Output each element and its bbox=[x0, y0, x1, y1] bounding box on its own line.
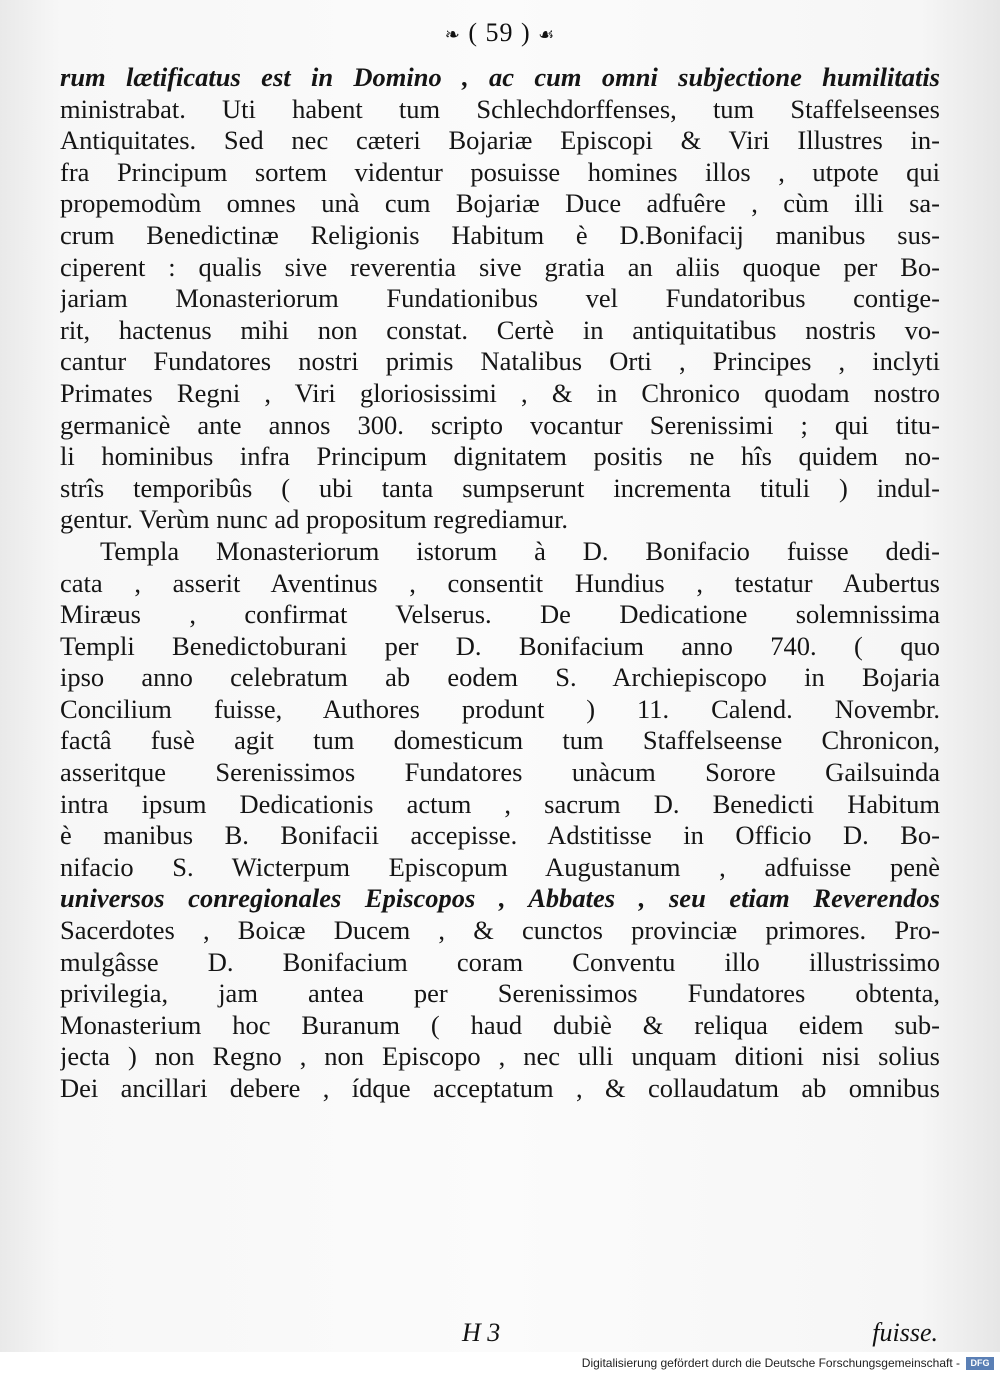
text-line: germanicè ante annos 300. scripto vocantur Serenissimi ; qui titu- bbox=[60, 409, 940, 440]
text-line: Templi Benedictoburani per D. Bonifacium anno 740. ( quo bbox=[60, 630, 940, 661]
text-line: rit, hactenus mihi non constat. Certè in antiquitatibus nostris vo- bbox=[60, 314, 940, 345]
text-line: Dei ancillari debere , ídque acceptatum , & collaudatum ab omnibus bbox=[60, 1073, 940, 1103]
text-line: asseritque Serenissimos Fundatores unàcum Sorore Gailsuinda bbox=[60, 757, 940, 788]
text-line: Primates Regni , Viri gloriosissimi , & in Chronico quodam nostro bbox=[60, 377, 940, 408]
text-line: strîs temporibûs ( ubi tanta sumpserunt incrementa tituli ) indul- bbox=[60, 472, 940, 503]
text-line: è manibus B. Bonifacii accepisse. Adstitisse in Officio D. Bo- bbox=[60, 820, 940, 851]
dfg-logo-icon: DFG bbox=[966, 1357, 994, 1370]
signature-mark: H 3 bbox=[462, 1318, 501, 1347]
text-line: mulgâsse D. Bonifacium coram Conventu illo illustrissimo bbox=[60, 946, 940, 977]
text-line: li hominibus infra Principum dignitatem positis ne hîs quidem no- bbox=[60, 441, 940, 472]
ornament-left-icon: ❧ bbox=[444, 24, 461, 45]
text-line: privilegia, jam antea per Serenissimos Fundatores obtenta, bbox=[60, 978, 940, 1009]
text-line: jecta ) non Regno , non Episcopo , nec ulli unquam ditioni nisi solius bbox=[60, 1041, 940, 1072]
text-line: Sacerdotes , Boicæ Ducem , & cunctos provinciæ primores. Pro- bbox=[60, 915, 940, 946]
page-header bbox=[0, 18, 1000, 48]
text-line: Monasterium hoc Buranum ( haud dubiè & reliqua eidem sub- bbox=[60, 1009, 940, 1040]
credit-text: Digitalisierung gefördert durch die Deutsche Forschungsgemeinschaft - bbox=[581, 1356, 960, 1370]
text-line: Miræus , confirmat Velserus. De Dedicatione solemnissima bbox=[60, 599, 940, 630]
text-line: Antiquitates. Sed nec cæteri Bojariæ Episcopi & Viri Illustres in- bbox=[60, 125, 940, 156]
text-line: ipso anno celebratum ab eodem S. Archiepiscopo in Bojaria bbox=[60, 662, 940, 693]
text-line: rum lætificatus est in Domino , ac cum omni subjectione humilitatis bbox=[60, 62, 940, 92]
catchword: fuisse. bbox=[872, 1318, 938, 1347]
credit-bar bbox=[0, 1352, 1000, 1375]
text-line: cantur Fundatores nostri primis Natalibus Orti , Principes , inclyti bbox=[60, 346, 940, 377]
text-line: fra Principum sortem videntur posuisse homines illos , utpote qui bbox=[60, 156, 940, 187]
text-line: universos conregionales Episcopos , Abbates , seu etiam Reverendos bbox=[60, 883, 940, 914]
text-line: cata , asserit Aventinus , consentit Hundius , testatur Aubertus bbox=[60, 567, 940, 598]
text-line: nifacio S. Wicterpum Episcopum Augustanum , adfuisse penè bbox=[60, 851, 940, 882]
text-line: factâ fusè agit tum domesticum tum Staffelseense Chronicon, bbox=[60, 725, 940, 756]
page-number: ( 59 ) bbox=[468, 18, 531, 47]
text-line: propemodùm omnes unà cum Bojariæ Duce adfuêre , cùm illi sa- bbox=[60, 188, 940, 219]
text-line: jariam Monasteriorum Fundationibus vel Fundatoribus contige- bbox=[60, 283, 940, 314]
text-line: crum Benedictinæ Religionis Habitum è D.Bonifacij manibus sus- bbox=[60, 219, 940, 250]
body-text bbox=[60, 62, 940, 1105]
text-line: ciperent : qualis sive reverentia sive gratia an aliis quoque per Bo- bbox=[60, 251, 940, 282]
ornament-right-icon: ☙ bbox=[538, 24, 556, 45]
text-line: Templa Monasteriorum istorum à D. Bonifacio fuisse dedi- bbox=[100, 535, 940, 566]
text-line: intra ipsum Dedicationis actum , sacrum D. Benedicti Habitum bbox=[60, 788, 940, 819]
text-line: Concilium fuisse, Authores produnt ) 11. Calend. Novembr. bbox=[60, 693, 940, 724]
text-line: ministrabat. Uti habent tum Schlechdorffenses, tum Staffelseenses bbox=[60, 93, 940, 124]
text-line: gentur. Verùm nunc ad propositum regrediamur. bbox=[60, 504, 569, 535]
